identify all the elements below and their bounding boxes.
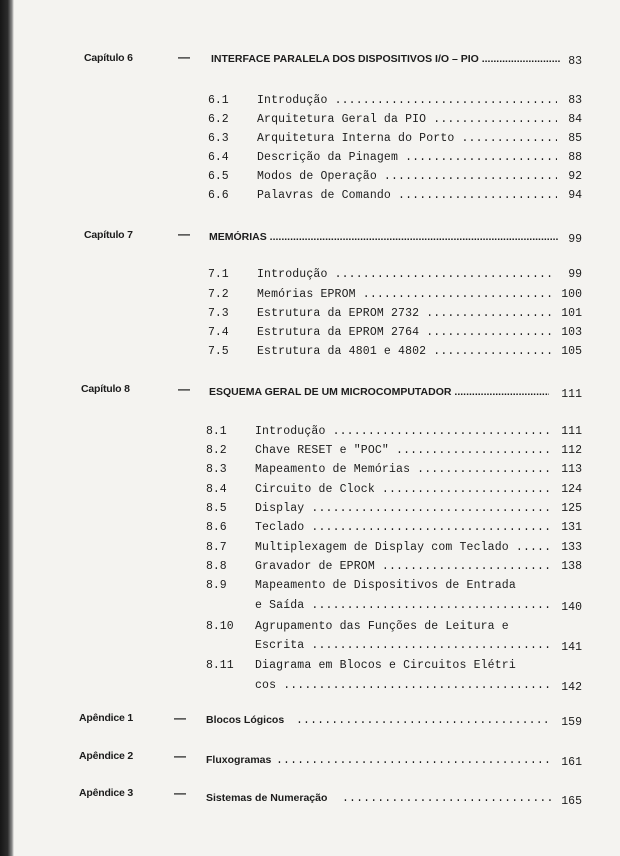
entry-page: 140 <box>561 601 582 614</box>
chapter-page: 111 <box>561 388 582 401</box>
entry-title: Mapeamento de Memórias ..... <box>255 463 552 476</box>
entry-title: Display ..... <box>255 502 552 515</box>
leader-dots <box>276 754 552 767</box>
entry-number: 8.6 <box>206 521 227 534</box>
entry-number: 8.2 <box>206 444 227 457</box>
entry-page: 85 <box>568 132 582 145</box>
chapter-label: Capítulo 6 <box>84 52 133 64</box>
appendix-label: Apêndice 3 <box>79 787 134 799</box>
dash: — <box>178 50 190 64</box>
entry-page: 112 <box>561 444 582 457</box>
dash: — <box>174 711 186 725</box>
appendix-title: Fluxogramas <box>206 754 272 766</box>
entry-title: Descrição da Pinagem ..... <box>257 151 557 164</box>
entry-number: 6.3 <box>208 132 229 145</box>
entry-number: 8.1 <box>206 425 227 438</box>
entry-number: 8.7 <box>206 541 227 554</box>
chapter-title: ESQUEMA GERAL DE UM MICROCOMPUTADOR ..... <box>209 386 549 398</box>
entry-page: 101 <box>561 307 582 320</box>
entry-title: Diagrama em Blocos e Circuitos Elétri <box>255 659 516 672</box>
entry-title: Memórias EPROM ..... <box>257 288 552 301</box>
entry-title-continued: cos ..... <box>255 679 552 692</box>
entry-title: Introdução ..... <box>257 268 552 281</box>
chapter-title: INTERFACE PARALELA DOS DISPOSITIVOS I/O – PIO ..... <box>211 53 561 65</box>
entry-number: 8.9 <box>206 579 227 592</box>
dash: — <box>178 382 190 396</box>
entry-number: 6.2 <box>208 113 229 126</box>
entry-number: 6.1 <box>208 94 229 107</box>
chapter-label: Capítulo 8 <box>81 383 130 395</box>
appendix-label: Apêndice 2 <box>79 750 134 762</box>
entry-number: 6.4 <box>208 151 229 164</box>
entry-number: 7.4 <box>208 326 229 339</box>
entry-title: Gravador de EPROM ..... <box>255 560 552 573</box>
entry-title: Arquitetura Geral da PIO ..... <box>257 113 557 126</box>
entry-number: 8.5 <box>206 502 227 515</box>
entry-title: Introdução ..... <box>257 94 557 107</box>
chapter-label: Capítulo 7 <box>84 229 133 241</box>
entry-number: 8.3 <box>206 463 227 476</box>
entry-title: Modos de Operação ..... <box>257 170 557 183</box>
entry-number: 7.2 <box>208 288 229 301</box>
leader-dots <box>296 714 552 727</box>
entry-title-continued: Escrita ..... <box>255 639 552 652</box>
entry-title: Circuito de Clock ..... <box>255 483 552 496</box>
entry-number: 7.1 <box>208 268 229 281</box>
entry-number: 8.10 <box>206 620 234 633</box>
entry-number: 7.3 <box>208 307 229 320</box>
entry-page: 99 <box>568 268 582 281</box>
entry-page: 131 <box>561 521 582 534</box>
entry-title: Estrutura da EPROM 2764 ..... <box>257 326 552 339</box>
entry-title-continued: e Saída ..... <box>255 599 552 612</box>
entry-page: 83 <box>568 94 582 107</box>
entry-page: 84 <box>568 113 582 126</box>
entry-page: 94 <box>568 189 582 202</box>
chapter-title: MEMÓRIAS ..... <box>209 231 559 243</box>
entry-title: Arquitetura Interna do Porto ..... <box>257 132 557 145</box>
entry-number: 8.11 <box>206 659 234 672</box>
entry-page: 100 <box>561 288 582 301</box>
entry-number: 7.5 <box>208 345 229 358</box>
entry-number: 8.8 <box>206 560 227 573</box>
entry-title: Palavras de Comando ..... <box>257 189 557 202</box>
entry-page: 111 <box>561 425 582 438</box>
leader-dots <box>342 792 552 805</box>
dash: — <box>174 786 186 800</box>
entry-page: 88 <box>568 151 582 164</box>
binding-shadow <box>0 0 14 856</box>
appendix-label: Apêndice 1 <box>79 712 134 724</box>
entry-title: Agrupamento das Funções de Leitura e <box>255 620 509 633</box>
appendix-title: Blocos Lógicos <box>206 714 285 726</box>
appendix-title: Sistemas de Numeração <box>206 792 328 804</box>
entry-page: 141 <box>561 641 582 654</box>
appendix-page: 161 <box>561 756 582 769</box>
entry-page: 142 <box>561 681 582 694</box>
dash: — <box>174 749 186 763</box>
entry-title: Introdução ..... <box>255 425 552 438</box>
entry-page: 125 <box>561 502 582 515</box>
entry-page: 124 <box>561 483 582 496</box>
chapter-page: 99 <box>568 233 582 246</box>
entry-title: Mapeamento de Dispositivos de Entrada <box>255 579 516 592</box>
entry-page: 103 <box>561 326 582 339</box>
entry-title: Multiplexagem de Display com Teclado ..... <box>255 541 552 554</box>
appendix-page: 165 <box>561 795 582 808</box>
entry-number: 8.4 <box>206 483 227 496</box>
entry-title: Estrutura da EPROM 2732 ..... <box>257 307 552 320</box>
entry-title: Teclado ..... <box>255 521 552 534</box>
entry-page: 138 <box>561 560 582 573</box>
entry-page: 113 <box>561 463 582 476</box>
entry-number: 6.6 <box>208 189 229 202</box>
entry-title: Chave RESET e "POC" ..... <box>255 444 552 457</box>
appendix-page: 159 <box>561 716 582 729</box>
dash: — <box>178 227 190 241</box>
entry-page: 105 <box>561 345 582 358</box>
entry-page: 133 <box>561 541 582 554</box>
entry-title: Estrutura da 4801 e 4802 ..... <box>257 345 552 358</box>
chapter-page: 83 <box>568 55 582 68</box>
entry-number: 6.5 <box>208 170 229 183</box>
entry-page: 92 <box>568 170 582 183</box>
